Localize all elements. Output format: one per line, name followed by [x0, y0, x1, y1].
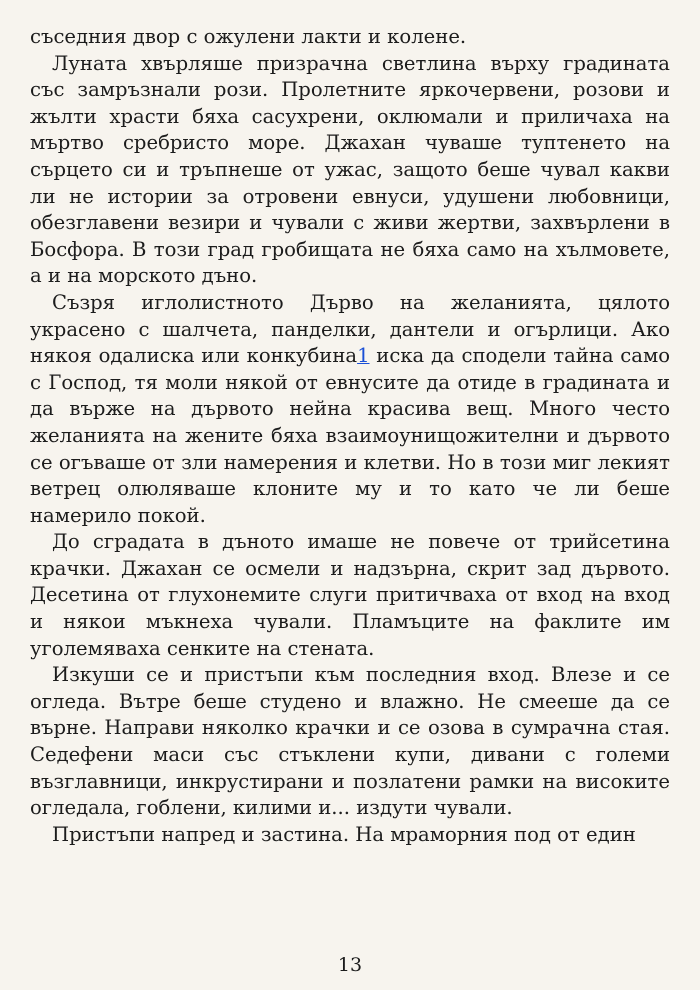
paragraph-6: Пристъпи напред и застина. На мраморния под от един — [52, 822, 636, 846]
page-body — [30, 24, 670, 848]
paragraph-3-text-after: иска да сподели тайна само с Господ, тя моли някой от евнусите да отиде в градината и да върже на дървото нейна красива вещ. Много често желанията на жените бяха взаимоунищожителни и дървото се огъваше от зли намерения и клетви. Но в този миг лекият ветрец олюляваше клоните му и то като че ли беше намерило покой. — [30, 344, 670, 527]
paragraph-1: съседния двор с ожулени лакти и колене. — [30, 25, 467, 48]
footnote-link-1[interactable]: 1 — [357, 344, 370, 368]
paragraph-3 — [30, 290, 670, 529]
paragraph-3-text-before: Съзря иглолистното Дърво на желанията, цялото украсено с шалчета, панделки, дантели и огърлици. Ако някоя одалиска или конкубина — [30, 290, 670, 368]
paragraph-5: Изкуши се и пристъпи към последния вход. Влезе и се огледа. Вътре беше студено и влажно. Не смееше да се върне. Направи няколко крачки и се озова в сумрачна стая. Седефени маси със стъклени купи, дивани с големи възглавници, инкрустирани и позлатени рамки на високите огледала, гоблени, килими и... издути чували. — [30, 663, 670, 820]
page-number: 13 — [337, 954, 363, 976]
paragraph-4: До сградата в дъното имаше не повече от трийсетина крачки. Джахан се осмели и надзърна, скрит зад дървото. Десетина от глухонемите слуги притичваха от вход на вход и някои мъкнеха чували. Пламъците на факлите им уголемяваха сенките на стената. — [30, 530, 670, 660]
paragraph-2: Луната хвърляше призрачна светлина върху градината със замръзнали рози. Пролетните яркочервени, розови и жълти храсти бяха сасухрени, оклюмали и приличаха на мъртво сребристо море. Джахан чуваше туптенето на сърцето си и тръпнеше от ужас, защото беше чувал какви ли не истории за отровени евнуси, удушени любовници, обезглавени везири и чували с живи жертви, захвърлени в Босфора. В този град гробищата не бяха само на хълмовете, а и на морското дъно. — [30, 51, 670, 288]
